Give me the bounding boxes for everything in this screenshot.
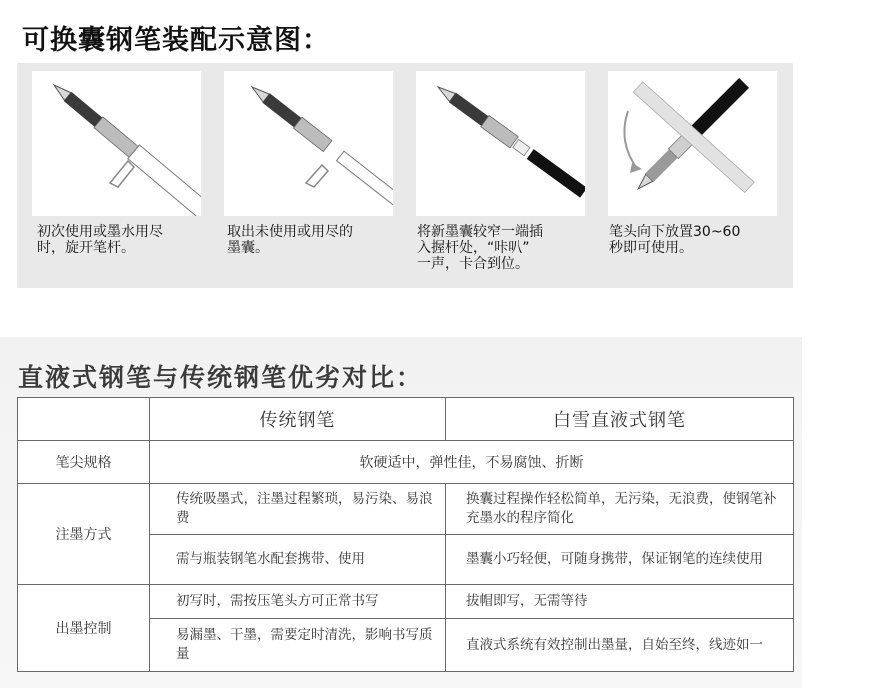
ink-control-traditional-2: 易漏墨、干墨，需要定时清洗，影响书写质量 bbox=[150, 619, 446, 672]
header-empty bbox=[18, 398, 150, 441]
assembly-steps-panel bbox=[17, 63, 793, 288]
header-direct-liquid: 白雪直液式钢笔 bbox=[446, 398, 794, 441]
table-row bbox=[18, 484, 794, 535]
tip-spec-value: 软硬适中，弹性佳，不易腐蚀、折断 bbox=[150, 441, 794, 484]
step-2-illustration bbox=[224, 71, 393, 216]
ink-control-direct-2: 直液式系统有效控制出墨量，自始至终，线迹如一 bbox=[446, 619, 794, 672]
step-1-illustration bbox=[32, 71, 201, 216]
assembly-title: 可换囊钢笔装配示意图： bbox=[22, 25, 330, 56]
row-label-ink-control: 出墨控制 bbox=[18, 585, 150, 672]
table-row bbox=[18, 585, 794, 619]
ink-fill-direct-1: 换囊过程操作轻松简单，无污染，无浪费，使钢笔补充墨水的程序简化 bbox=[446, 484, 794, 535]
ink-fill-traditional-2: 需与瓶装钢笔水配套携带、使用 bbox=[150, 535, 446, 585]
step-4-caption: 笔头向下放置30~60 秒即可使用。 bbox=[609, 224, 741, 256]
row-label-tip: 笔尖规格 bbox=[18, 441, 150, 484]
step-3-caption: 将新墨囊较窄一端插 入握杆处，“咔叭” 一声，卡合到位。 bbox=[417, 224, 543, 272]
step-1-caption: 初次使用或墨水用尽 时，旋开笔杆。 bbox=[37, 224, 163, 256]
ink-fill-traditional-1: 传统吸墨式，注墨过程繁琐，易污染、易浪费 bbox=[150, 484, 446, 535]
header-traditional: 传统钢笔 bbox=[150, 398, 446, 441]
table-header-row bbox=[18, 398, 794, 441]
step-3-illustration bbox=[416, 71, 585, 216]
ink-control-traditional-1: 初写时，需按压笔头方可正常书写 bbox=[150, 585, 446, 619]
step-4-illustration bbox=[608, 71, 777, 216]
comparison-title: 直液式钢笔与传统钢笔优劣对比： bbox=[18, 363, 424, 392]
comparison-table bbox=[17, 397, 794, 672]
ink-fill-direct-2: 墨囊小巧轻便，可随身携带，保证钢笔的连续使用 bbox=[446, 535, 794, 585]
step-2-caption: 取出未使用或用尽的 墨囊。 bbox=[227, 224, 353, 256]
table-row bbox=[18, 441, 794, 484]
row-label-ink-fill: 注墨方式 bbox=[18, 484, 150, 585]
ink-control-direct-1: 拔帽即写，无需等待 bbox=[446, 585, 794, 619]
